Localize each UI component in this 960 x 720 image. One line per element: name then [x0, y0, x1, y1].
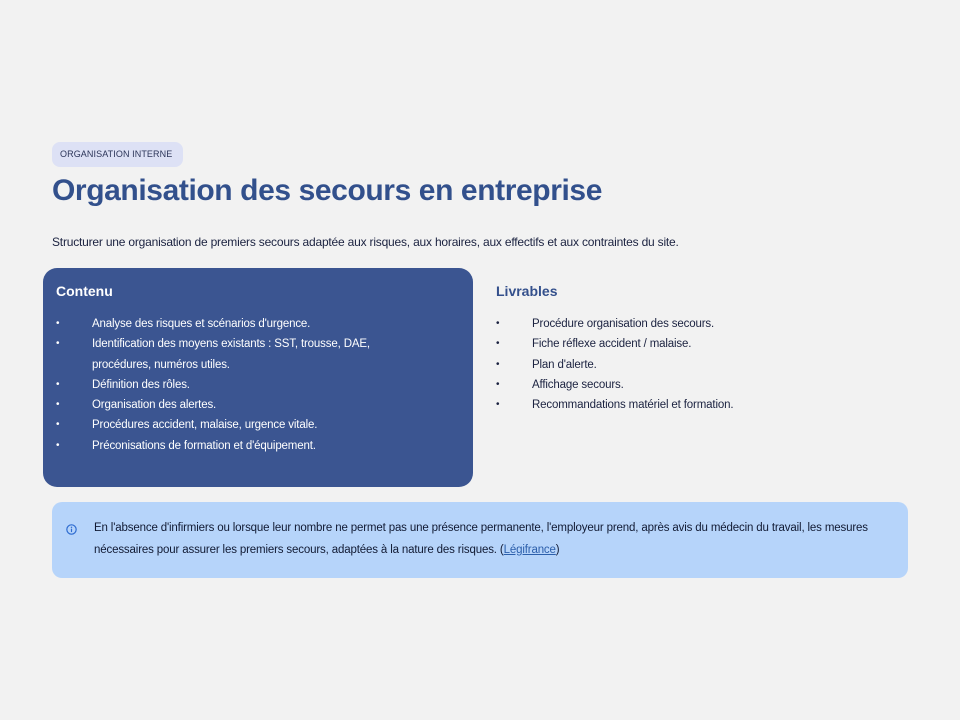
info-icon	[66, 522, 77, 533]
livrables-item: • Plan d'alerte.	[496, 355, 896, 375]
note-body: En l'absence d'infirmiers ou lorsque leur nombre ne permet pas une présence permanente, l'employeur prend, après avis du médecin du travail, les mesures nécessaires pour assurer les premiers secours, adaptées à la nature des risques. (	[94, 522, 868, 556]
bullet-icon: •	[56, 399, 60, 411]
bullet-icon: •	[56, 439, 60, 451]
page-title: Organisation des secours en entreprise	[52, 174, 602, 207]
contenu-item: • Organisation des alertes.	[56, 395, 456, 415]
contenu-heading: Contenu	[56, 283, 113, 299]
legal-note	[52, 502, 908, 578]
livrables-item: • Affichage secours.	[496, 375, 896, 395]
contenu-item: • Identification des moyens existants : SST, trousse, DAE, procédures, numéros utiles.	[56, 334, 456, 375]
bullet-icon: •	[496, 378, 500, 390]
contenu-item: • Procédures accident, malaise, urgence vitale.	[56, 415, 456, 435]
contenu-panel	[43, 268, 473, 487]
bullet-icon: •	[56, 338, 60, 350]
livrables-heading: Livrables	[496, 283, 558, 299]
livrables-item: • Fiche réflexe accident / malaise.	[496, 334, 896, 354]
page-subtitle: Structurer une organisation de premiers secours adaptée aux risques, aux horaires, aux effectifs et aux contraintes du site.	[52, 235, 679, 249]
livrables-panel	[483, 268, 913, 487]
livrables-item: • Recommandations matériel et formation.	[496, 395, 896, 415]
bullet-icon: •	[496, 338, 500, 350]
bullet-icon: •	[496, 318, 500, 329]
section-badge: ORGANISATION INTERNE	[52, 142, 183, 167]
livrables-item: • Procédure organisation des secours.	[496, 314, 896, 334]
note-text	[94, 518, 900, 561]
bullet-icon: •	[56, 318, 60, 329]
contenu-item: • Analyse des risques et scénarios d'urgence.	[56, 314, 456, 334]
contenu-item: • Définition des rôles.	[56, 375, 456, 395]
bullet-icon: •	[56, 378, 60, 390]
note-end: )	[555, 543, 560, 556]
bullet-icon: •	[496, 399, 500, 411]
contenu-item: • Préconisations de formation et d'équipement.	[56, 436, 456, 456]
bullet-icon: •	[496, 358, 500, 370]
contenu-list	[56, 314, 456, 456]
legifrance-link[interactable]: Légifrance	[503, 543, 556, 556]
livrables-list	[496, 314, 896, 415]
bullet-icon: •	[56, 419, 60, 431]
